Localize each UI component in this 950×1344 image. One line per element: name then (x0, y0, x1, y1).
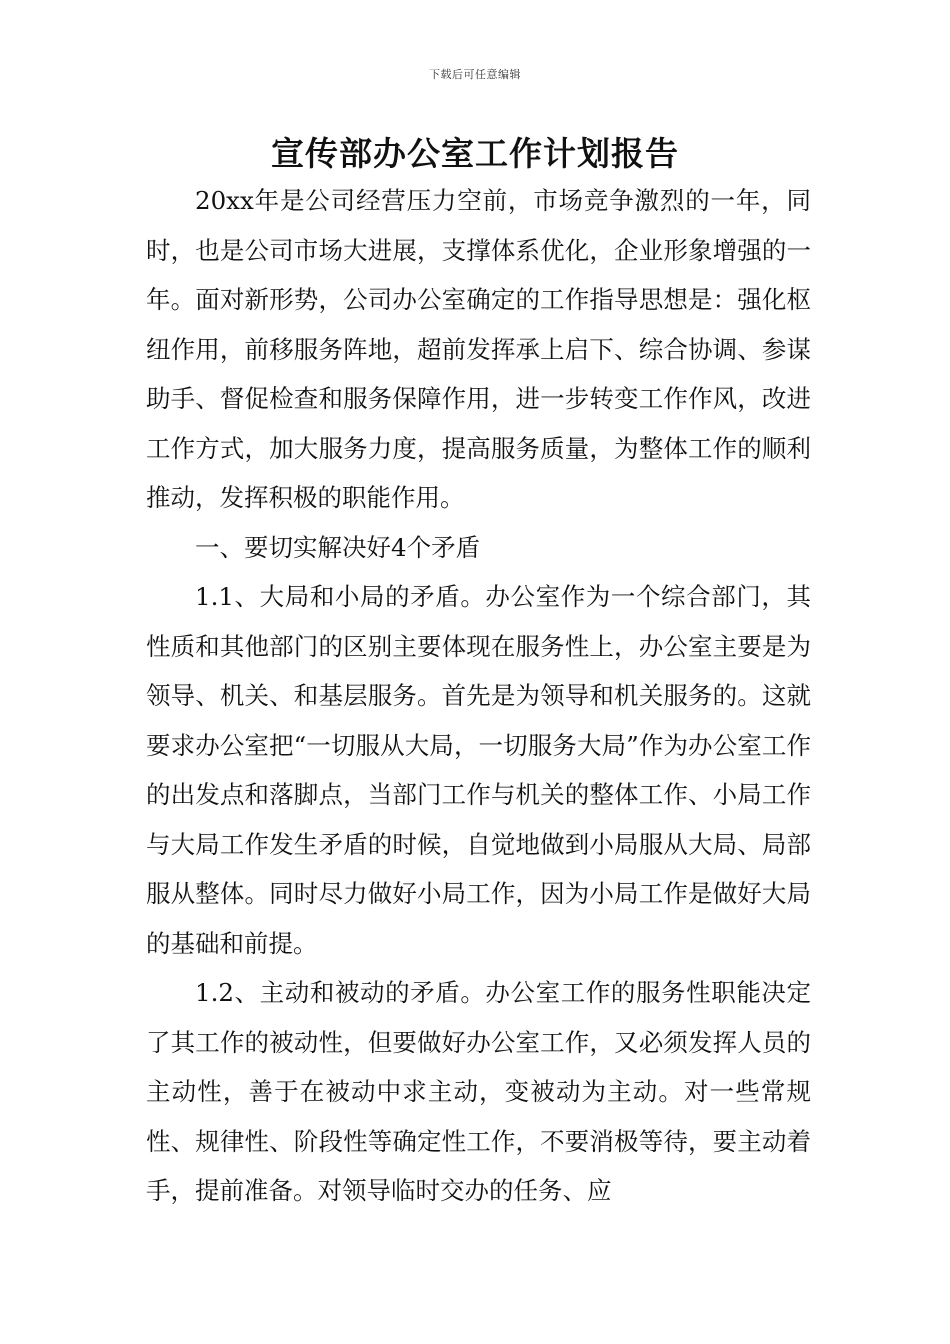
paragraph-1-1: 1.1、大局和小局的矛盾。办公室作为一个综合部门，其性质和其他部门的区别主要体现在服务性上，办公室主要是为领导、机关、和基层服务。首先是为领导和机关服务的。这就要求办公室把“一切服从大局，一切服务大局”作为办公室工作的出发点和落脚点，当部门工作与机关的整体工作、小局工作与大局工作发生矛盾的时候，自觉地做到小局服从大局、局部服从整体。同时尽力做好小局工作，因为小局工作是做好大局的基础和前提。 (146, 582, 811, 958)
paragraph-1-2: 1.2、主动和被动的矛盾。办公室工作的服务性职能决定了其工作的被动性，但要做好办公室工作，又必须发挥人员的主动性，善于在被动中求主动，变被动为主动。对一些常规性、规律性、阶段性等确定性工作，不要消极等待，要主动着手，提前准备。对领导临时交办的任务、应 (146, 978, 811, 1205)
header-note: 下载后可任意编辑 (429, 68, 521, 81)
document-body (146, 176, 811, 1216)
document-title: 宣传部办公室工作计划报告 (271, 134, 679, 173)
section-heading-1: 一、要切实解决好4个矛盾 (195, 532, 481, 562)
paragraph-intro: 20xx年是公司经营压力空前，市场竞争激烈的一年，同时，也是公司市场大进展，支撑体系优化，企业形象增强的一年。面对新形势，公司办公室确定的工作指导思想是：强化枢纽作用，前移服务阵地，超前发挥承上启下、综合协调、参谋助手、督促检查和服务保障作用，进一步转变工作作风，改进工作方式，加大服务力度，提高服务质量，为整体工作的顺利推动，发挥积极的职能作用。 (146, 186, 811, 512)
